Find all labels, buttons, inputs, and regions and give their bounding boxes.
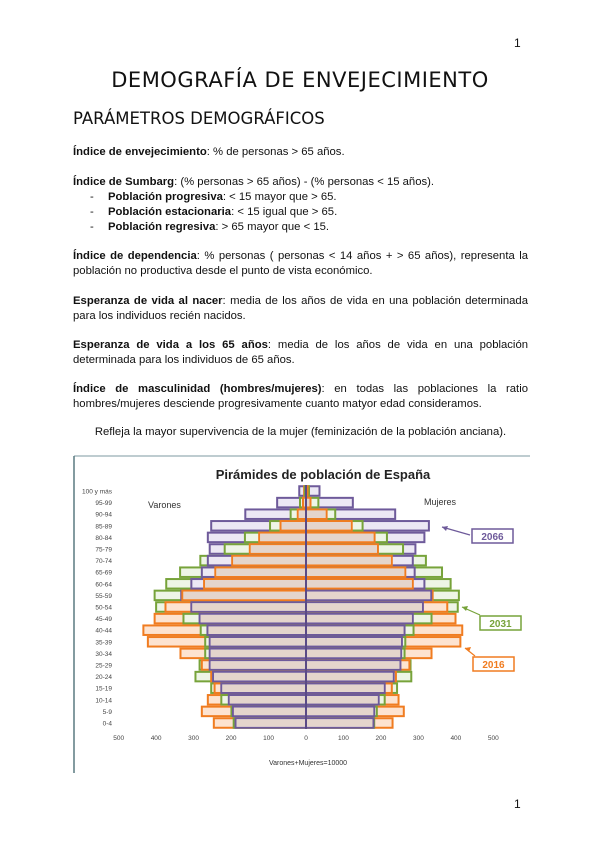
overlap-fill — [251, 545, 306, 553]
age-label: 35-39 — [95, 639, 112, 647]
term: Esperanza de vida al nacer — [73, 295, 223, 307]
legend-label: 2031 — [489, 619, 512, 630]
x-tick-label: 100 — [338, 735, 349, 742]
age-label: 85-89 — [95, 523, 112, 531]
population-pyramid-chart — [70, 455, 530, 773]
age-label: 95-99 — [95, 500, 112, 508]
overlap-fill — [183, 592, 306, 600]
x-tick-label: 0 — [304, 735, 308, 742]
definition: : media de los años de vida en una población determinada para los individuos de 65 años. — [73, 339, 529, 366]
term: Índice de dependencia — [73, 250, 197, 262]
x-tick-label: 200 — [225, 735, 237, 742]
x-tick-label: 300 — [412, 735, 424, 742]
para-vida-65 — [73, 338, 528, 368]
overlap-fill — [211, 661, 306, 669]
age-label: 25-29 — [95, 662, 112, 670]
para-vida-nacer — [73, 294, 528, 324]
age-label: 80-84 — [95, 534, 112, 542]
overlap-fill — [306, 650, 400, 658]
definition: : en todas las poblaciones la ratio hombres/mujeres desciende progresivamente cuanto matyor edad consideramos. — [73, 383, 528, 410]
age-label: 75-79 — [95, 546, 112, 554]
overlap-fill — [237, 719, 306, 727]
age-label: 65-69 — [95, 569, 112, 577]
overlap-fill — [234, 708, 306, 716]
age-label: 30-34 — [95, 650, 112, 658]
age-label: 0-4 — [102, 720, 112, 728]
age-label: 50-54 — [95, 604, 112, 612]
term: Índice de Sumbarg — [73, 176, 175, 188]
definition: : < 15 mayor que > 65. — [222, 191, 337, 203]
age-label: 40-44 — [95, 627, 112, 635]
overlap-fill — [306, 545, 377, 553]
overlap-fill — [230, 696, 306, 704]
page-number-top: 1 — [514, 36, 521, 50]
term: Esperanza de vida a los 65 años — [73, 339, 268, 351]
age-label: 100 y más — [82, 488, 112, 496]
overlap-fill — [211, 650, 306, 658]
overlap-fill — [306, 696, 378, 704]
overlap-fill — [201, 615, 306, 623]
overlap-fill — [306, 557, 391, 565]
overlap-fill — [306, 580, 412, 588]
overlap-fill — [208, 626, 306, 634]
overlap-fill — [306, 719, 372, 727]
overlap-fill — [306, 615, 412, 623]
definition: : < 15 igual que > 65. — [231, 206, 338, 218]
age-label: 70-74 — [95, 558, 112, 566]
age-label: 90-94 — [95, 511, 112, 519]
x-axis-label: Varones+Mujeres=10000 — [268, 760, 348, 767]
age-label: 20-24 — [95, 674, 112, 682]
left-label: Varones — [148, 500, 181, 510]
overlap-fill — [205, 580, 306, 588]
x-tick-label: 400 — [150, 735, 162, 742]
para-sumbarg — [73, 175, 528, 190]
x-tick-label: 100 — [263, 735, 274, 742]
definition: : (% personas > 65 años) - (% personas < 15 años). — [174, 176, 435, 188]
page-number-bottom: 1 — [514, 797, 521, 811]
overlap-fill — [233, 557, 306, 565]
age-label: 45-49 — [95, 616, 112, 624]
section-title: PARÁMETROS DEMOGRÁFICOS — [73, 109, 325, 128]
age-label: 10-14 — [95, 697, 112, 705]
overlap-fill — [306, 626, 404, 634]
para-masculinidad — [73, 382, 528, 412]
page-title: DEMOGRAFÍA DE ENVEJECIMIENTO — [111, 68, 489, 92]
x-tick-label: 500 — [487, 735, 499, 742]
para-refleja: Refleja la mayor supervivencia de la mujer (feminización de la población anciana). — [94, 426, 507, 438]
overlap-fill — [306, 661, 399, 669]
age-label: 15-19 — [95, 685, 112, 693]
overlap-fill — [306, 603, 422, 611]
age-label: 5-9 — [102, 708, 112, 716]
right-label: Mujeres — [424, 497, 457, 507]
legend-label: 2066 — [481, 532, 504, 543]
overlap-fill — [211, 638, 306, 646]
x-tick-label: 400 — [450, 735, 462, 742]
overlap-fill — [282, 522, 306, 530]
overlap-fill — [306, 510, 326, 518]
age-label: 55-59 — [95, 592, 112, 600]
para-dependencia — [73, 249, 528, 279]
age-label: 60-64 — [95, 581, 112, 589]
overlap-fill — [306, 522, 351, 530]
term: Índice de masculinidad (hombres/mujeres) — [73, 383, 322, 395]
definition: : % personas ( personas < 14 años + > 65 años), representa la población no productiva desde el punto de vista económico. — [73, 250, 528, 277]
definition: : media de los años de vida en una población determinada para los individuos recién nacidos. — [73, 295, 529, 322]
legend-label: 2016 — [482, 660, 505, 671]
arrowhead-icon — [465, 647, 471, 652]
definition: : > 65 mayor que < 15. — [215, 221, 330, 233]
para-envejecimiento — [73, 145, 528, 160]
overlap-fill — [306, 534, 374, 542]
overlap-fill — [306, 673, 393, 681]
overlap-fill — [214, 673, 306, 681]
chart-title: Pirámides de población de España — [215, 467, 431, 482]
overlap-fill — [299, 510, 306, 518]
overlap-fill — [306, 568, 404, 576]
overlap-fill — [260, 534, 306, 542]
overlap-fill — [192, 603, 306, 611]
overlap-fill — [306, 708, 373, 716]
list-item: - Población regresiva: > 65 mayor que < 15. — [90, 221, 330, 233]
overlap-fill — [216, 568, 306, 576]
overlap-fill — [306, 592, 430, 600]
definition: : % de personas > 65 años. — [206, 146, 345, 158]
overlap-fill — [306, 684, 384, 692]
overlap-fill — [306, 638, 401, 646]
term: Población regresiva — [108, 221, 216, 233]
list-item: - Población progresiva: < 15 mayor que > 65. — [90, 191, 337, 203]
overlap-fill — [222, 684, 306, 692]
x-tick-label: 200 — [375, 735, 387, 742]
x-tick-label: 500 — [113, 735, 125, 742]
term: Índice de envejecimiento — [73, 146, 207, 158]
term: Población estacionaria — [108, 206, 232, 218]
list-item: - Población estacionaria: < 15 igual que > 65. — [90, 206, 338, 218]
x-tick-label: 300 — [188, 735, 200, 742]
term: Población progresiva — [108, 191, 223, 203]
